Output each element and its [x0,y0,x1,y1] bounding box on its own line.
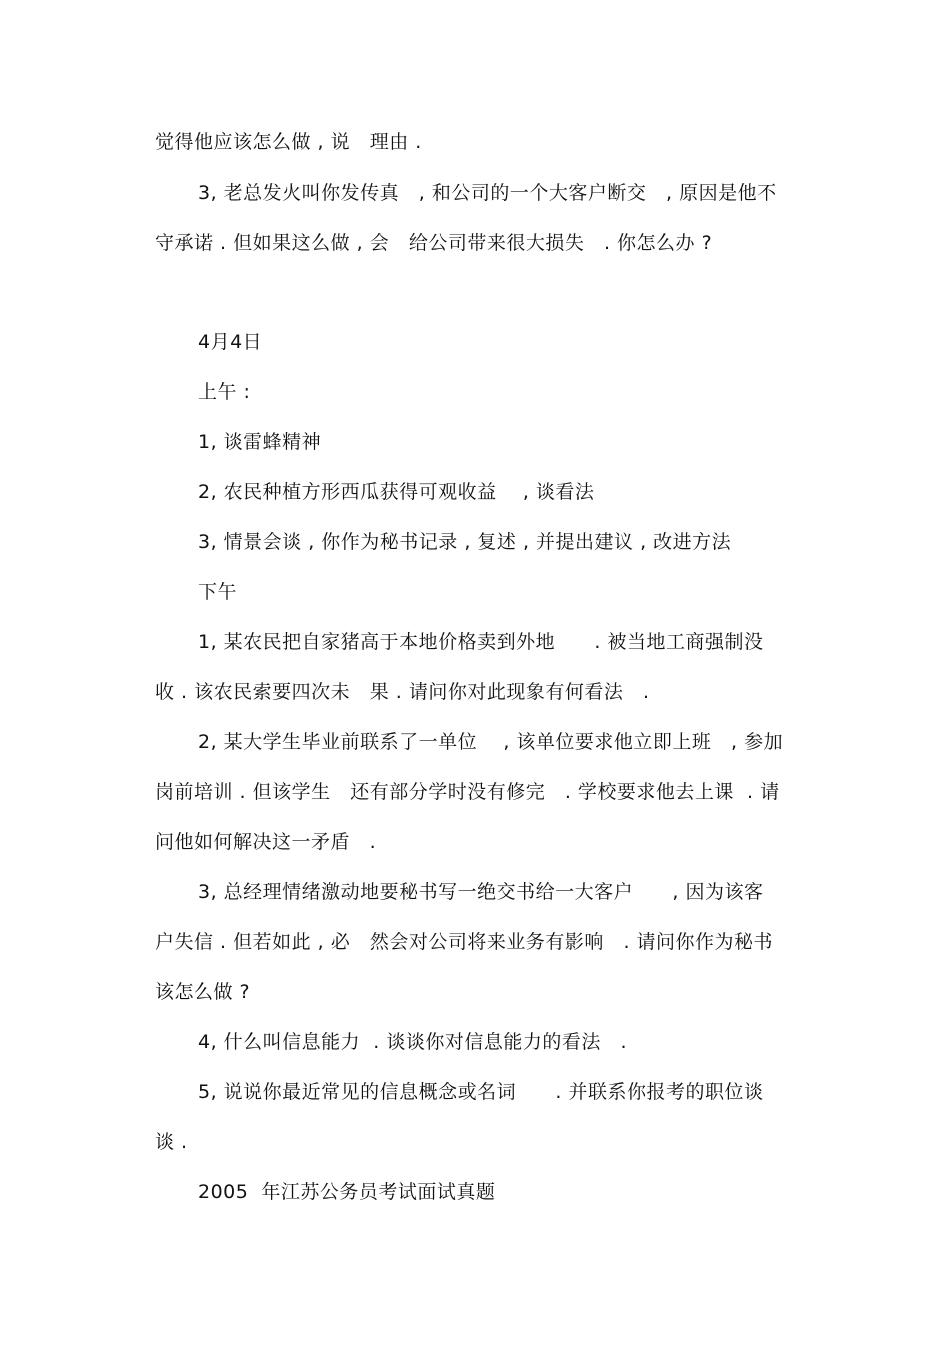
afternoon-item-1-line-1: 1, 某农民把自家猪高于本地价格卖到外地 . 被当地工商强制没 [198,631,764,653]
morning-item-1: 1, 谈雷蜂精神 [198,431,322,453]
morning-item-3: 3, 情景会谈 , 你作为秘书记录 , 复述 , 并提出建议 , 改进方法 [198,531,732,553]
afternoon-item-2-line-3: 问他如何解决这一矛盾 . [155,831,377,853]
morning-item-2: 2, 农民种植方形西瓜获得可观收益 , 谈看法 [198,481,595,503]
afternoon-item-2-line-1: 2, 某大学生毕业前联系了一单位 , 该单位要求他立即上班 , 参加 [198,731,784,753]
text-line-1: 觉得他应该怎么做 , 说 理由 . [155,131,422,153]
morning-heading: 上午 : [198,381,251,403]
afternoon-item-5-line-2: 谈 . [155,1131,188,1153]
text-line-3: 守承诺 . 但如果这么做 , 会 给公司带来很大损失 . 你怎么办 ? [155,232,713,254]
afternoon-item-3-line-2: 户失信 . 但若如此 , 必 然会对公司将来业务有影响 . 请问你作为秘书 [155,931,774,953]
afternoon-item-4: 4, 什么叫信息能力 . 谈谈你对信息能力的看法 . [198,1031,627,1053]
afternoon-heading: 下午 [198,581,238,603]
afternoon-item-1-line-2: 收 . 该农民索要四次未 果 . 请问你对此现象有何看法 . [155,681,650,703]
afternoon-item-3-line-3: 该怎么做 ? [155,981,251,1003]
afternoon-item-2-line-2: 岗前培训 . 但该学生 还有部分学时没有修完 . 学校要求他去上课 . 请 [155,781,780,803]
afternoon-item-5-line-1: 5, 说说你最近常见的信息概念或名词 . 并联系你报考的职位谈 [198,1081,764,1103]
section-title: 2005 年江苏公务员考试面试真题 [198,1181,496,1203]
text-line-2: 3, 老总发火叫你发传真 , 和公司的一个大客户断交 , 原因是他不 [198,182,777,204]
afternoon-item-3-line-1: 3, 总经理情绪激动地要秘书写一绝交书给一大客户 , 因为该客 [198,881,764,903]
date-heading: 4月4日 [198,331,263,353]
